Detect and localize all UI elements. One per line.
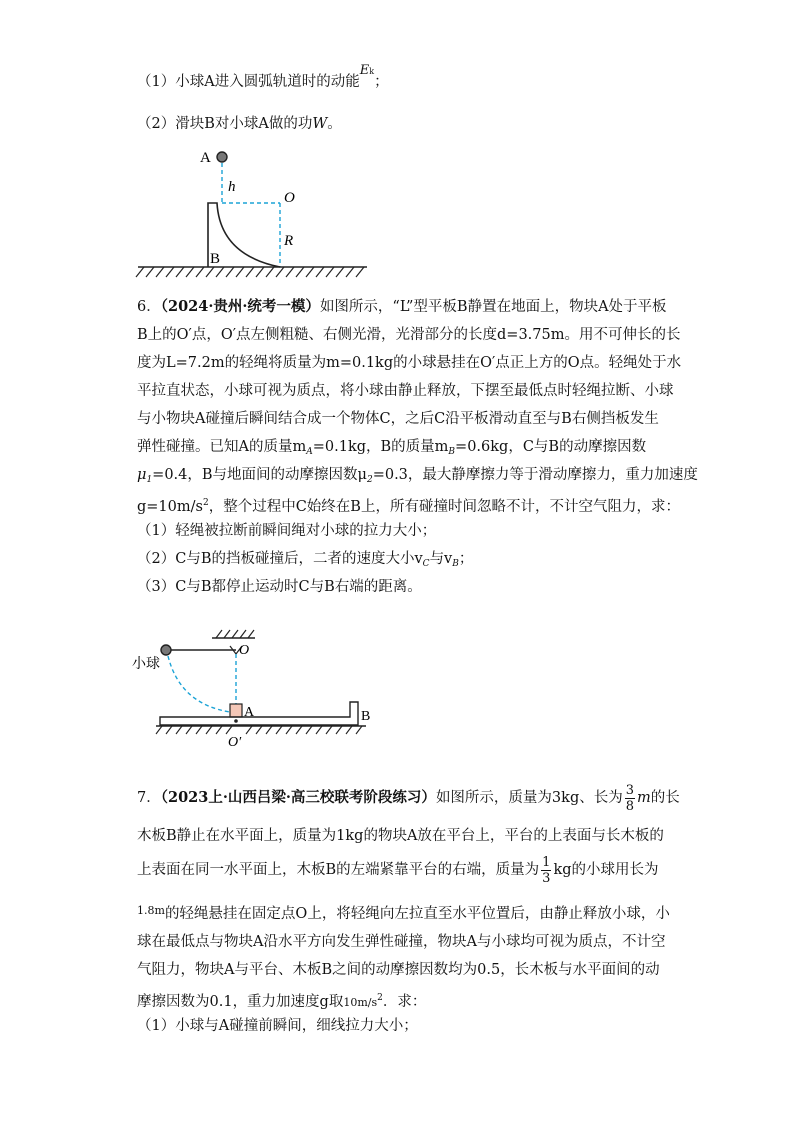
q6-line-6: 弹性碰撞。已知A的质量$m_A=0.1kg$，B的质量$m_B=0.6kg$，C与B的动摩擦因数 xyxy=(137,439,647,457)
q7-line-6: 气阻力，物块A与平台、木板B之间的动摩擦因数均为0.5，长木板与水平面间的动 xyxy=(137,962,660,978)
q7-part1: （1）小球与A碰撞前瞬间，细线拉力大小； xyxy=(137,1018,418,1034)
fraction-3-8: $\frac{3}{8}$ xyxy=(625,782,635,814)
label-b: B xyxy=(361,709,371,724)
q6-line-4: 平拉直状态，小球可视为质点，将小球由静止释放，下摆至最低点时轻绳拉断、小球 xyxy=(137,383,674,399)
q5-part1: （1）小球A进入圆弧轨道时的动能Ek； xyxy=(137,63,389,90)
label-a: A xyxy=(244,705,255,720)
ball-a xyxy=(217,152,227,162)
q7-line-1: 7．（2023上·山西吕梁·高三校联考阶段练习）如图所示，质量为3kg、长为 $\frac{3}{8}$ m的长 xyxy=(137,782,680,814)
q6-line-3: 度为L=7.2m的轻绳将质量为m=0.1kg的小球悬挂在O′点正上方的O点。轻绳处于水 xyxy=(137,355,682,371)
label-o: O xyxy=(239,643,250,658)
label-a: A xyxy=(200,150,211,166)
label-r: R xyxy=(284,233,294,249)
q6-line-5: 与小物块A碰撞后瞬间结合成一个物体C，之后C沿平板滑动直至与B右侧挡板发生 xyxy=(137,411,659,427)
q7-line-2: 木板B静止在水平面上，质量为1kg的物块A放在平台上，平台的上表面与长木板的 xyxy=(137,828,664,844)
label-b: B xyxy=(210,251,221,267)
label-h: h xyxy=(228,179,236,195)
q5-part2: （2）滑块B对小球A做的功W。 xyxy=(137,116,342,132)
block-a xyxy=(230,704,242,717)
q6-line-2: B上的O′点，O′点左侧粗糙、右侧光滑，光滑部分的长度d=3.75m。用不可伸长的长 xyxy=(137,327,681,343)
q6-part1: （1）轻绳被拉断前瞬间绳对小球的拉力大小； xyxy=(137,523,437,539)
label-o: O xyxy=(284,190,295,206)
q7-line-3: 上表面在同一水平面上，木板B的左端紧靠平台的右端，质量为 $\frac{1}{3}$ kg的小球用长为 xyxy=(137,854,659,886)
q6-line-8: $g=10m/s^2$，整个过程中C始终在B上，所有碰撞时间忽略不计，不计空气阻力，求： xyxy=(137,498,680,515)
q7-line-7: 摩擦因数为0.1，重力加速度g取$10m/s^2$．求： xyxy=(137,993,427,1010)
label-ball: 小球 xyxy=(132,657,160,672)
small-ball xyxy=(161,645,171,655)
q5-figure xyxy=(130,145,380,285)
q6-part3: （3）C与B都停止运动时C与B右端的距离。 xyxy=(137,579,422,595)
ek-symbol: Ek xyxy=(359,63,375,78)
q6-part2: （2）C与B的挡板碰撞后，二者的速度大小$v_C$与$v_B$； xyxy=(137,551,474,569)
fraction-1-3: $\frac{1}{3}$ xyxy=(542,854,551,886)
label-o-prime: O′ xyxy=(228,735,242,750)
q7-source: （2023上·山西吕梁·高三校联考阶段练习） xyxy=(160,789,436,806)
q6-figure xyxy=(130,628,390,752)
q6-line-7: $\mu_1=0.4$，B与地面间的动摩擦因数$\mu_2=0.3$，最大静摩擦力等于滑动摩擦力，重力加速度 xyxy=(137,467,698,485)
q7-line-5: 球在最低点与物块A沿水平方向发生弹性碰撞，物块A与小球均可视为质点，不计空 xyxy=(137,934,666,950)
plank-b xyxy=(160,702,358,725)
q7-line-4: $^{1.8m}$的轻绳悬挂在固定点O上，将轻绳向左拉直至水平位置后，由静止释放小球，小 xyxy=(137,904,670,922)
q6-source: （2024·贵州·统考一模） xyxy=(160,298,320,315)
q6-line-1: 6．（2024·贵州·统考一模）如图所示，“L”型平板B静置在地面上，物块A处于平板 xyxy=(137,298,667,315)
